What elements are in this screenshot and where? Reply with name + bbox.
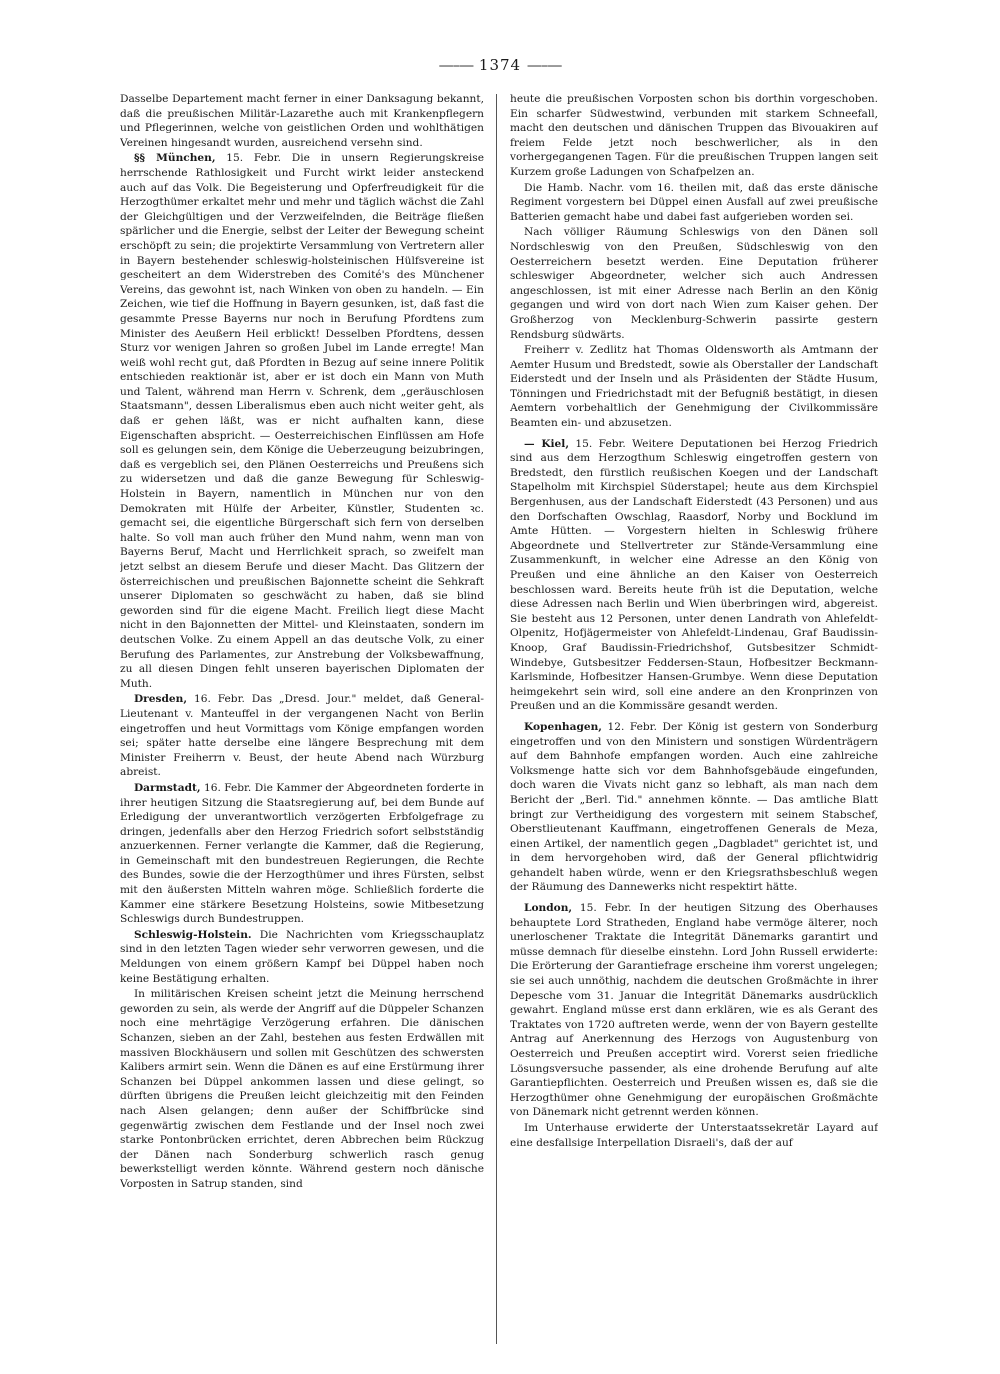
page-number: [0, 56, 1000, 74]
paragraph-text: Dasselbe Departement macht ferner in einer Danksagung bekannt, daß die preußischen Militär-Lazarethe auch mit Krankenpflegern und Pflegerinnen, welche von geistlichen Orden und wohlthätigen Vereinen hingesandt wurden, ausreichend versehn sind.: [120, 93, 484, 149]
page-number-right-dash: —–—: [526, 56, 562, 74]
article-paragraph: [510, 437, 878, 714]
article-paragraph: [510, 901, 878, 1120]
paragraph-text: Freiherr v. Zedlitz hat Thomas Oldensworth als Amtmann der Aemter Husum und Bredstedt, sowie als Oberstaller der Landschaft Eiderstedt und der Inseln und als Präsidenten der Städte Husum, Tönningen und Friedrichstadt mit der Befugniß bestätigt, in diesen Aemtern vorbehaltlich der Genehmigung der Civilkommissäre Beamten ein- und abzusetzen.: [510, 344, 878, 430]
right-column: [510, 92, 878, 1347]
article-dateline: §§ München,: [134, 152, 216, 165]
paragraph-text: 16. Febr. Das „Dresd. Jour." meldet, daß General-Lieutenant v. Manteuffel in der vergangenen Nacht von Berlin eingetroffen und heut Vormittags vom Könige empfangen worden sei; später hatte derselbe eine längere Besprechung mit dem Minister Freiherrn v. Beust, der heute Abend nach Würzburg abreist.: [120, 693, 484, 779]
article-paragraph: [510, 181, 878, 225]
page-number-value: 1374: [478, 56, 522, 74]
article-dateline: — Kiel,: [524, 437, 570, 450]
article-paragraph: [120, 781, 484, 927]
article-paragraph: [120, 692, 484, 780]
article-dateline: Darmstadt,: [134, 781, 201, 794]
column-divider: [496, 94, 497, 1344]
article-dateline: Kopenhagen,: [524, 720, 602, 733]
paragraph-text: In militärischen Kreisen scheint jetzt die Meinung herrschend geworden zu sein, als werde der Angriff auf die Düppeler Schanzen noch eine mehrtägige Verzögerung erfahren. Die dänischen Schanzen, sieben an der Zahl, bestehen aus festen Erdwällen mit massiven Blockhäusern und sollen mit Geschützen des schwersten Kalibers armirt sein. Wenn die Dänen es auf eine Erstürmung ihrer Schanzen bei Düppel ankommen lassen und diese gelingt, so dürften übrigens die Preußen leicht gleichzeitig mit den Feinden nach Alsen gelangen; denn außer der Schiffbrücke sind gegenwärtig zwischen dem Festlande und der Insel noch zwei starke Pontonbrücken errichtet, deren Abbrechen beim Rückzug der Dänen nach Sonderburg schwerlich rasch genug bewerkstelligt werden könnte. Während gestern noch dänische Vorposten in Satrup standen, sind: [120, 988, 484, 1190]
article-paragraph: [510, 720, 878, 895]
article-dateline: Schleswig-Holstein.: [134, 928, 252, 941]
paragraph-text: 16. Febr. Die Kammer der Abgeordneten forderte in ihrer heutigen Sitzung die Staatsregierung auf, bei dem Bunde auf Erledigung der unverantwortlich verzögerten Erbfolgefrage zu dringen, jedenfalls aber den Herzog Friedrich sofort selbstständig anzuerkennen. Ferner verlangte die Kammer, daß die Regierung, in Gemeinschaft mit den bundestreuen Regierungen, die Rechte des Bundes, sowie die der Herzogthümer und ihres Fürsten, selbst mit den äußersten Mitteln wahren möge. Schließlich forderte die Kammer eine stärkere Besetzung Holsteins, sowie Mitbesetzung Schleswigs durch Bundestruppen.: [120, 781, 484, 926]
paragraph-text: Nach völliger Räumung Schleswigs von den Dänen soll Nordschleswig von den Preußen, Südschleswig von den Oesterreichern besetzt werden. Eine Deputation früherer schleswiger Abgeordneter, welcher sich auch Andressen angeschlossen, ist mit einer Adresse nach Berlin an den König gegangen und wird von dort nach Wien zum Kaiser gehen. Der Großherzog von Mecklenburg-Schwerin passirte gestern Rendsburg südwärts.: [510, 226, 878, 341]
paragraph-text: 15. Febr. In der heutigen Sitzung des Oberhauses behauptete Lord Stratheden, England habe vermöge älterer, noch unerloschener Traktate die Integrität Dänemarks garantirt und müsse demnach für dieselbe einstehn. Lord John Russell erwiderte: Die Erörterung der Garantiefrage erscheine ihm vorerst ungelegen; sie sei auch unnöthig, nachdem die deutschen Großmächte in ihrer Depesche vom 31. Januar die Integrität Dänemarks ausdrücklich gewahrt. England müsse erst dann erklären, wie es als Gerant des Traktates von 1720 auftreten werde, wenn der von Bayern gestellte Antrag auf Anerkennung des Herzogs von Augustenburg von Oesterreich und Preußen acceptirt wird. Vorerst seien friedliche Lösungsversuche passender, als eine drohende Berufung auf alte Garantiepflichten. Oesterreich und Preußen wissen es, daß sie die Herzogthümer ohne Genehmigung der europäischen Großmächte von Dänemark nicht getrennt werden können.: [510, 902, 878, 1119]
article-paragraph: [120, 928, 484, 986]
paragraph-text: 15. Febr. Weitere Deputationen bei Herzog Friedrich sind aus dem Herzogthum Schleswig eingetroffen gestern von Bredstedt, den fürstlich reußischen Koegen und der Landschaft Stapelholm mit Kirchspiel Süderstapel; heute aus dem Kirchspiel Bergenhusen, aus der Landschaft Eiderstedt (43 Personen) und aus den Dorfschaften Owschlag, Raasdorf, Norby und Bocklund im Amte Hütten. — Vorgestern hielten in Schleswig frühere Abgeordnete und Stellvertreter zur Stände-Versammlung eine Zusammenkunft, in welcher eine Adresse an den König von Preußen und eine ähnliche an den Kaiser von Oesterreich beschlossen ward. Bereits heute früh ist die Deputation, welche diese Adressen nach Berlin und Wien überbringen wird, abgereist. Sie besteht aus 12 Personen, unter denen Landrath von Ahlefeldt-Olpenitz, Hofjägermeister von Ahlefeldt-Lindenau, Graf Baudissin-Knoop, Graf Baudissin-Friedrichshof, Gutsbesitzer Schmidt-Windebye, Gutsbesitzer Feddersen-Staun, Hofbesitzer Beckmann-Karlsminde, Hofbesitzer Hansen-Grumbye. Wenn diese Deputation heimgekehrt sein wird, soll eine andere an den Kronprinzen von Preußen und an die Kommissäre gesandt werden.: [510, 437, 878, 713]
article-paragraph: [510, 225, 878, 342]
article-dateline: Dresden,: [134, 693, 188, 706]
article-paragraph: [120, 987, 484, 1191]
article-dateline: London,: [524, 902, 573, 915]
article-paragraph: [510, 343, 878, 431]
article-paragraph: [510, 92, 878, 180]
page-number-left-dash: —–—: [438, 56, 474, 74]
paragraph-text: 15. Febr. Die in unsern Regierungskreise herrschende Rathlosigkeit und Furcht wirkt leider ansteckend auch auf das Volk. Die Begeisterung und Opferfreudigkeit für die Herzogthümer erkaltet mehr und mehr und täglich wächst die Zahl der Gleichgültigen und der Verzweifelnden, die Beiträge fließen spärlicher und die Energie, selbst der Leiter der Bewegung scheint erschöpft zu sein; die projektirte Versammlung von Vertretern aller in Bayern bestehender schleswig-holsteinischen Hülfsvereine ist gescheitert an dem Widerstreben des Comité's des Münchener Vereins, das gewohnt ist, nach Winken von oben zu handeln. — Ein Zeichen, wie tief die Hoffnung in Bayern gesunken, ist, daß fast die gesammte Presse Bayerns nur noch in Berufung Pfordtens zum Minister des Aeußern Heil erblickt! Desselben Pfordtens, dessen Sturz vor wenigen Jahren so großen Jubel im Lande erregte! Man weiß wohl recht gut, daß Pfordten in Bezug auf seine innere Politik entschieden reaktionär ist, aber er ist doch ein Mann von Muth und Talent, während man Herrn v. Schrenk, dem „geräuschlosen Staatsmann", dessen Liberalismus eben auch nicht weiter geht, als daß er gehen läßt, was er nicht aufhalten kann, diese Eigenschaften abspricht. — Oesterreichischen Einflüssen am Hofe soll es gelungen sein, dem Könige die Ueberzeugung beizubringen, daß es vergeblich sei, den Plänen Oesterreichs und Preußens sich zu widersetzen und daß die ganze Bewegung für Schleswig-Holstein in Bayern, namentlich in München nur von den Demokraten mit Hülfe der Arbeiter, Künstler, Studenten ꝛc. gemacht sei, die eigentliche Bürgerschaft sich fern von derselben halte. So voll man auch früher den Mund nahm, wenn man von Bayerns Beruf, Macht und Herrlichkeit sprach, so zweifelt man jetzt selbst an diesem Berufe und dieser Macht. Das Glitzern der österreichischen und preußischen Bajonnette scheint die Sehkraft unserer Diplomaten so geschwächt zu haben, daß sie blind geworden sind für die eigene Macht. Freilich liegt diese Macht nicht in den Bajonnetten der Mittel- und Kleinstaaten, sondern im deutschen Volke. Zu einem Appell an das deutsche Volk, zu einer Berufung des Parlamentes, zur Anstrebung der Volksbewaffnung, zu all diesen Dingen fehlt unseren bayerischen Diplomaten der Muth.: [120, 152, 484, 690]
paragraph-text: Im Unterhause erwiderte der Unterstaatssekretär Layard auf eine desfallsige Interpellation Disraeli's, daß der auf: [510, 1121, 878, 1149]
paragraph-text: heute die preußischen Vorposten schon bis dorthin vorgeschoben. Ein scharfer Südwestwind, verbunden mit starkem Schneefall, macht den deutschen und dänischen Truppen das Bivouakiren auf freiem Felde jetzt noch beschwerlicher, als in den vorhergegangenen Tagen. Für die preußischen Truppen langen seit Kurzem große Ladungen von Schafpelzen an.: [510, 93, 878, 178]
left-column: [120, 92, 484, 1347]
paragraph-text: Die Nachrichten vom Kriegsschauplatz sind in den letzten Tagen wieder sehr verworren gewesen, und die Meldungen von einem größern Kampf bei Düppel haben noch keine Bestätigung erhalten.: [120, 928, 484, 985]
paragraph-text: 12. Febr. Der König ist gestern von Sonderburg eingetroffen und von den Ministern und sonstigen Würdenträgern auf dem Bahnhofe empfangen worden. Auch eine zahlreiche Volksmenge hatte sich vor dem Bahnhofsgebäude eingefunden, doch waren die Vivats nicht ganz so lebhaft, als man nach dem Bericht der „Berl. Tid." annehmen könnte. — Das amtliche Blatt bringt zur Vertheidigung des vorgestern mit seinem Stabschef, Oberstlieutenant Kauffmann, eingetroffenen Generals de Meza, einen Artikel, der namentlich gegen „Dagbladet" gerichtet ist, und in dem hervorgehoben wird, daß der General pflichtwidrig gehandelt haben würde, wenn er den Kriegsrathsbeschluß wegen der Räumung des Dannewerks nicht respektirt hätte.: [510, 720, 878, 894]
article-paragraph: [120, 92, 484, 150]
paragraph-text: Die Hamb. Nachr. vom 16. theilen mit, daß das erste dänische Regiment vorgestern bei Düppel einen Ausfall auf zwei preußische Batterien gemacht habe und dabei fast aufgerieben worden sei.: [510, 181, 878, 223]
article-paragraph: [120, 151, 484, 691]
article-paragraph: [510, 1121, 878, 1150]
